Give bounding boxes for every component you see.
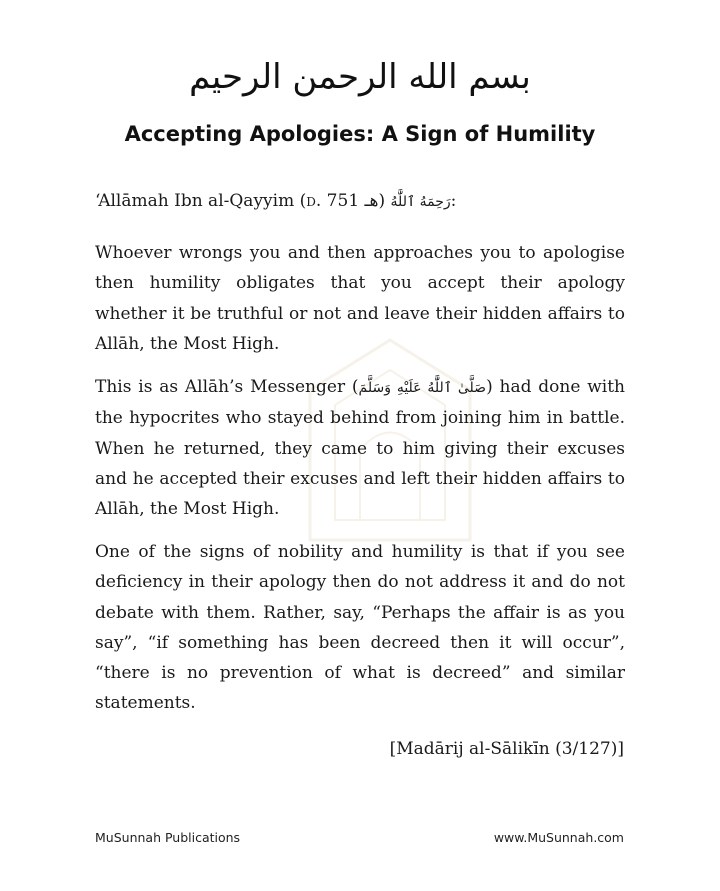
author-name: ‘Allāmah Ibn al-Qayyim (: [95, 191, 307, 211]
hijri-marker: هـ): [359, 191, 391, 211]
died-year: . 751: [315, 191, 360, 211]
paragraph-2-end: ) had done with the hypocrites who stayed behind from joining him in battle. When he returned, they came to him giving their excuses and he accepted their excuses and left their hidden affairs to Allāh, the Most High.: [95, 377, 625, 520]
died-label: d: [306, 191, 316, 211]
paragraph-2-start: This is as Allāh’s Messenger (: [95, 377, 359, 397]
page-title: Accepting Apologies: A Sign of Humility: [124, 122, 596, 146]
author-attribution: [95, 186, 635, 217]
basmalah-calligraphy: بسم الله الرحمن الرحيم: [189, 57, 531, 97]
salutation-arabic: صَلَّىٰ ٱللَّٰهُ عَلَيْهِ وَسَلَّمَ: [358, 380, 487, 396]
paragraph-3: One of the signs of nobility and humility is that if you see deficiency in their apology then do not address it and do not debate with them. Rather, say, “Perhaps the affair is as you say”, “if something has been decreed then it will occur”, “there is no prevention of what is decreed” and similar statements.: [95, 542, 625, 714]
paragraph-1: Whoever wrongs you and then approaches you to apologise then humility obligates that you accept their apology whether it be truthful or not and leave their hidden affairs to Allāh, the Most High.: [95, 243, 625, 354]
source-reference: [Madārij al-Sālikīn (3/127)]: [389, 739, 624, 759]
footer-website-link[interactable]: www.MuSunnah.com: [493, 830, 624, 845]
honorific-arabic: رَحِمَهُ ٱللَّٰهُ: [390, 194, 451, 210]
attribution-suffix: :: [450, 191, 457, 211]
paragraph-2: [95, 372, 625, 524]
footer-publisher: MuSunnah Publications: [95, 830, 241, 845]
